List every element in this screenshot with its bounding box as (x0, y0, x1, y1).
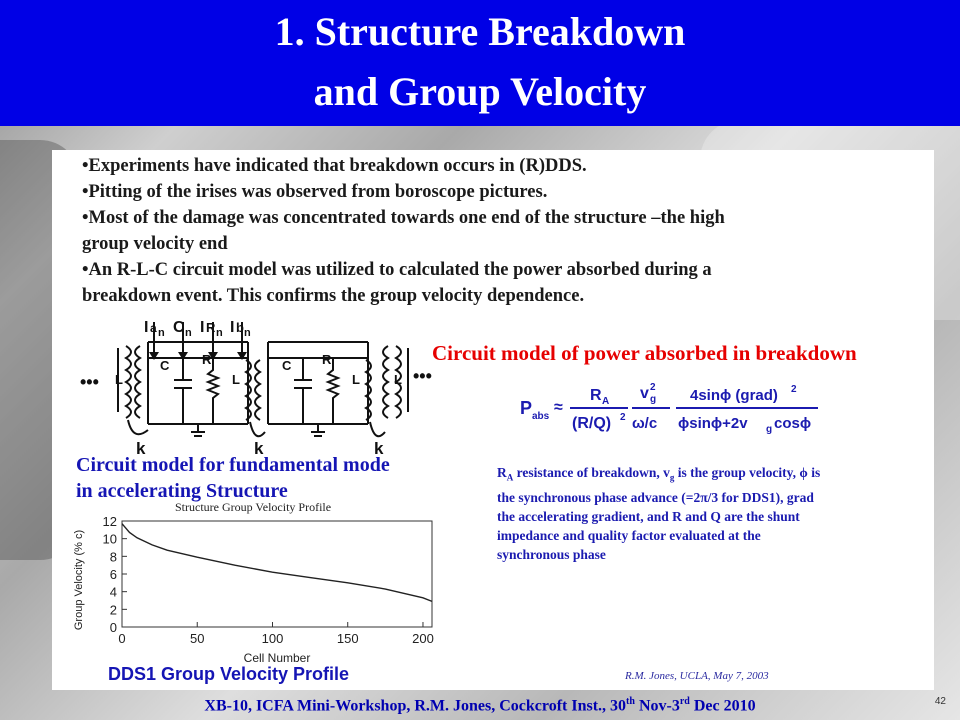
power-formula (520, 378, 820, 438)
footer-main: XB-10, ICFA Mini-Workshop, R.M. Jones, Cockcroft Inst., 30 (204, 697, 627, 715)
footer-sup: rd (679, 696, 690, 707)
inductor-label: L (115, 372, 123, 387)
y-tick-label: 6 (109, 567, 117, 582)
formula-denom-sub: g (766, 424, 773, 435)
x-tick-label: 0 (118, 631, 126, 646)
inductor-label: L (352, 372, 360, 387)
y-tick-label: 4 (109, 584, 117, 600)
y-tick-label: 8 (109, 549, 117, 565)
page-number: 42 (934, 696, 946, 707)
current-label: I (230, 319, 235, 336)
circuit-caption (76, 452, 390, 504)
ellipsis-left: ••• (80, 372, 99, 392)
formula-vg-sub: g (650, 394, 657, 405)
coupling-label: k (374, 439, 384, 458)
desc-text: resistance of breakdown, v (513, 465, 670, 480)
x-axis-label: Cell Number (243, 651, 311, 665)
inductor-label: L (232, 372, 240, 387)
footer (0, 696, 960, 715)
current-sub: a (150, 321, 157, 335)
current-sub: b (236, 320, 244, 335)
formula-vg-sq: 2 (650, 382, 656, 393)
formula-p-sub: abs (532, 411, 550, 422)
coupling-label: k (254, 439, 264, 458)
bullet-item: •An R-L-C circuit model was utilized to calculated the power absorbed during a (82, 260, 712, 280)
model-description (497, 463, 917, 564)
desc-ra: R (497, 465, 507, 480)
current-label: C (173, 319, 185, 336)
current-n: n (185, 327, 192, 339)
formula-sq: 2 (620, 412, 626, 423)
ellipsis-right: ••• (413, 366, 432, 386)
title-banner (0, 0, 960, 126)
velocity-chart (70, 515, 440, 665)
x-tick-label: 150 (336, 631, 359, 646)
bullet-item: •Most of the damage was concentrated towards one end of the structure –the high (82, 208, 725, 228)
bullet-item: breakdown event. This confirms the group velocity dependence. (82, 286, 585, 306)
chart-caption: DDS1 Group Velocity Profile (108, 664, 350, 684)
formula-p: P (520, 398, 533, 418)
formula-denom-b: cosϕ (774, 415, 812, 432)
plot-frame (122, 521, 432, 627)
series-line (122, 524, 432, 602)
footer-sup: th (626, 696, 635, 707)
capacitor-label: C (160, 358, 170, 373)
y-tick-label: 10 (102, 531, 117, 547)
inductor-label: L (394, 372, 402, 387)
formula-numer-sup: 2 (791, 384, 797, 395)
current-n: n (244, 327, 251, 339)
current-n: n (216, 327, 223, 339)
current-sub: R (206, 320, 216, 335)
desc-line: synchronous phase (497, 546, 606, 562)
capacitor-label: C (282, 358, 292, 373)
bullet-item: •Pitting of the irises was observed from boroscope pictures. (82, 182, 548, 202)
formula-ra: R (590, 387, 602, 404)
page-title-line1: 1. Structure Breakdown (274, 9, 686, 54)
y-axis-label: Group Velocity (% c) (73, 529, 85, 631)
formula-denom: ϕsinϕ+2v (678, 415, 748, 432)
formula-rq: (R/Q) (572, 415, 612, 432)
y-tick-label: 0 (109, 620, 117, 635)
desc-line: the accelerating gradient, and R and Q are the shunt (497, 508, 800, 524)
coupling-label: k (136, 439, 146, 458)
desc-ra-sub: A (506, 472, 514, 483)
desc-text: is the group velocity, ϕ is (674, 465, 821, 480)
formula-omega: ω/c (632, 415, 658, 432)
formula-ra-sub: A (602, 396, 610, 407)
author-credit: R.M. Jones, UCLA, May 7, 2003 (625, 670, 769, 682)
current-label: I (200, 319, 205, 336)
desc-vg-sub: g (669, 472, 675, 483)
resistor-label: R (202, 352, 212, 367)
x-tick-label: 200 (412, 631, 434, 646)
model-title: Circuit model of power absorbed in breakdown (432, 341, 857, 365)
desc-line: the synchronous phase advance (=2π/3 for DDS1), grad (497, 489, 814, 505)
formula-vg: v (640, 385, 649, 402)
circuit-caption-line1: Circuit model for fundamental mode (76, 454, 390, 476)
desc-line: impedance and quality factor evaluated at the (497, 527, 761, 543)
y-tick-label: 12 (102, 515, 117, 529)
x-tick-label: 50 (190, 631, 205, 646)
circuit-caption-line2: in accelerating Structure (76, 480, 288, 502)
current-label: I (144, 319, 149, 336)
formula-approx: ≈ (554, 399, 563, 416)
formula-numer: 4sinϕ (grad) (690, 387, 778, 404)
bullet-item: •Experiments have indicated that breakdown occurs in (R)DDS. (82, 156, 587, 176)
bullet-item: group velocity end (82, 234, 228, 254)
footer-mid: Nov-3 (634, 697, 680, 715)
circuit-diagram (78, 312, 448, 462)
footer-end: Dec 2010 (689, 697, 756, 715)
bullet-list (82, 153, 922, 309)
y-tick-label: 2 (109, 602, 117, 618)
current-n: n (158, 327, 165, 339)
page-title-line2: and Group Velocity (313, 69, 647, 114)
resistor-label: R (322, 352, 332, 367)
x-tick-label: 100 (261, 631, 284, 646)
chart-title: Structure Group Velocity Profile (175, 500, 332, 514)
